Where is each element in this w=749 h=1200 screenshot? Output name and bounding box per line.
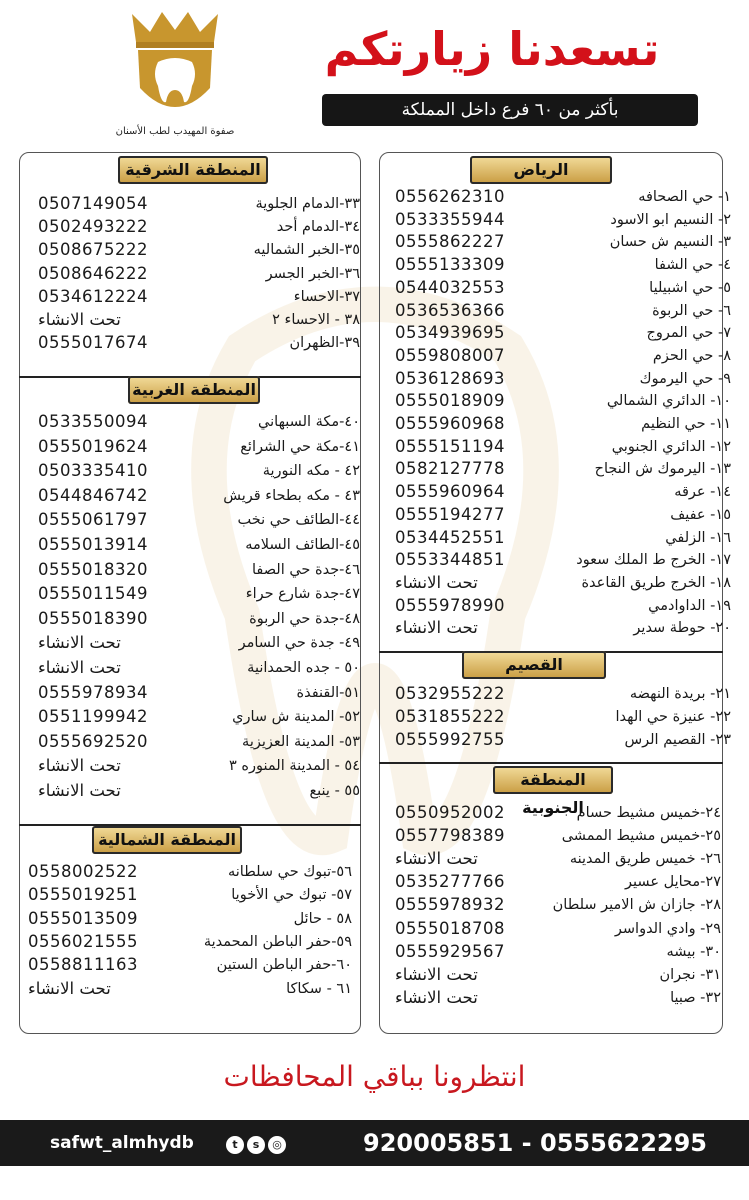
- contact-phones[interactable]: 920005851 - 0555622295: [363, 1129, 707, 1157]
- branch-name: ٣٧-الاحساء: [293, 288, 360, 305]
- section-header-south: المنطقة الجنوبية: [493, 766, 613, 794]
- branch-row: [38, 485, 360, 508]
- branch-phone[interactable]: تحت الانشاء: [38, 781, 121, 800]
- branch-row: [395, 549, 731, 572]
- branch-phone[interactable]: 0550952002: [395, 803, 505, 822]
- branch-name: ٢٣- القصيم الرس: [624, 732, 731, 748]
- branch-name: ١٨- الخرج طريق القاعدة: [581, 574, 731, 591]
- branch-name: ٦١ - سكاكا: [286, 980, 352, 997]
- branch-name: ٤٦-جدة حي الصفا: [251, 561, 360, 578]
- branch-name: ٣٢- صبيا: [670, 989, 721, 1006]
- branch-phone[interactable]: 0555018909: [395, 391, 505, 411]
- branch-phone[interactable]: تحت الانشاء: [395, 964, 478, 984]
- social-icons: [226, 1133, 289, 1154]
- branch-name: ٤٩- جدة حي السامر: [238, 635, 360, 652]
- branch-row: [395, 683, 731, 706]
- branch-row: [28, 978, 352, 1001]
- branch-name: ٥٠ - جده الحمدانية: [247, 660, 360, 676]
- branch-name: ٣- النسيم ش حسان: [609, 234, 731, 251]
- branch-name: ٤٧-جدة شارع حراء: [245, 586, 360, 603]
- branch-row: [395, 918, 721, 941]
- branch-row: [395, 527, 731, 550]
- branch-phone[interactable]: 0555013914: [38, 535, 148, 554]
- branch-row: [395, 322, 731, 345]
- social-handle[interactable]: safwt_almhydb: [50, 1133, 194, 1153]
- section-header-north: المنطقة الشمالية: [92, 826, 242, 854]
- branch-name: ٢١- بريدة النهضه: [629, 686, 731, 702]
- branch-row: [38, 755, 360, 778]
- branch-phone[interactable]: 0544846742: [38, 485, 148, 505]
- branch-name: ٦٠-حفر الباطن الستين: [216, 957, 352, 974]
- branch-row: [38, 682, 360, 705]
- branch-name: ٥٤ - المدينة المنوره ٣: [229, 758, 360, 775]
- branch-name: ١- حي الصحافه: [638, 189, 731, 205]
- branch-row: [28, 954, 352, 977]
- branch-phone[interactable]: 0551199942: [38, 707, 148, 727]
- branch-name: ٢٥-خميس مشيط الممشى: [561, 828, 721, 845]
- branch-phone[interactable]: 0555019251: [28, 885, 138, 905]
- branch-row: [395, 617, 731, 640]
- branch-name: ١٠- الدائري الشمالي: [606, 393, 731, 410]
- branch-row: [28, 884, 352, 907]
- branch-row: [395, 345, 731, 368]
- branch-row: [38, 632, 360, 655]
- branch-row: [395, 964, 721, 987]
- branch-phone[interactable]: 0533550094: [38, 412, 148, 431]
- snapchat-icon[interactable]: s: [247, 1136, 265, 1154]
- branch-row: [38, 436, 360, 459]
- branch-phone[interactable]: 0556021555: [28, 931, 138, 951]
- branch-phone[interactable]: تحت الانشاء: [395, 987, 478, 1007]
- branch-phone[interactable]: 0555692520: [38, 731, 148, 751]
- section-header-east: المنطقة الشرقية: [118, 156, 268, 184]
- branch-name: ٥٥ - ينبع: [309, 783, 360, 799]
- branch-name: ٣٤-الدمام أحد: [276, 219, 360, 236]
- branch-phone[interactable]: تحت الانشاء: [395, 618, 478, 638]
- section-header-riyadh: الرياض: [470, 156, 612, 184]
- branch-name: ٥٢- المدينة ش ساري: [232, 709, 360, 726]
- branch-row: [395, 802, 721, 825]
- branch-row: [395, 987, 721, 1010]
- subline-banner: بأكثر من ٦٠ فرع داخل المملكة: [322, 94, 698, 126]
- branch-name: ٣٠- بيشه: [666, 943, 721, 960]
- branch-name: ٥١-القنفذة: [296, 684, 360, 701]
- branch-phone[interactable]: تحت الانشاء: [38, 310, 121, 329]
- branch-phone[interactable]: 0582127778: [395, 459, 505, 479]
- branch-row: [395, 209, 731, 232]
- branch-name: ٣٥-الخبر الشماليه: [253, 242, 360, 259]
- branch-name: ٤٢ - مكه النورية: [262, 463, 360, 480]
- branch-phone[interactable]: 0555017674: [38, 333, 148, 353]
- branch-phone[interactable]: 0555011549: [38, 584, 148, 604]
- branch-name: ٤٥-الطائف السلامه: [245, 537, 360, 553]
- branch-phone[interactable]: 0555061797: [38, 510, 148, 530]
- branch-row: [38, 411, 360, 434]
- branch-row: [38, 534, 360, 557]
- branch-phone[interactable]: 0536128693: [395, 368, 505, 388]
- branch-name: ٥٧- تبوك حي الأخويا: [231, 887, 352, 904]
- branch-phone[interactable]: 0531855222: [395, 707, 505, 726]
- branch-name: ٢٠- حوطة سدير: [633, 620, 731, 637]
- branch-name: ١٦- الزلفي: [665, 529, 731, 546]
- branch-row: [38, 286, 360, 309]
- branch-row: [395, 504, 731, 527]
- branch-name: ٤٣ - مكه بطحاء قريش: [223, 487, 360, 504]
- branch-row: [395, 186, 731, 209]
- branch-name: ٣٨ - الاحساء ٢: [272, 312, 360, 328]
- branch-row: [38, 731, 360, 754]
- branch-phone[interactable]: 0536536366: [395, 300, 505, 320]
- branch-row: [38, 263, 360, 286]
- contact-bar: [0, 1120, 749, 1166]
- branch-phone[interactable]: 0558002522: [28, 862, 138, 881]
- branch-name: ١٥- عفيف: [670, 506, 731, 523]
- branch-row: [395, 368, 731, 391]
- branch-phone[interactable]: 0555992755: [395, 730, 505, 749]
- branch-phone[interactable]: 0555960964: [395, 482, 505, 502]
- branch-phone[interactable]: 0555018390: [38, 608, 148, 628]
- branch-phone[interactable]: تحت الانشاء: [38, 756, 121, 776]
- logo-text: صفوة المهيدب لطب الأسنان: [115, 126, 235, 137]
- branch-row: [395, 595, 731, 618]
- branch-row: [395, 706, 731, 729]
- branch-phone[interactable]: 0555978932: [395, 895, 505, 915]
- branch-phone[interactable]: 0508675222: [38, 240, 148, 260]
- branch-name: ٨- حي الحزم: [652, 347, 731, 364]
- branch-name: ٢٦- خميس طريق المدينه: [569, 851, 721, 868]
- branch-row: [38, 216, 360, 239]
- branch-row: [395, 413, 731, 436]
- branch-row: [38, 608, 360, 631]
- branch-phone[interactable]: 0555013509: [28, 908, 138, 928]
- section-header-qassim: القصيم: [462, 651, 606, 679]
- branch-phone[interactable]: تحت الانشاء: [395, 572, 478, 592]
- branch-phone[interactable]: 0555960968: [395, 414, 505, 433]
- branch-phone[interactable]: تحت الانشاء: [395, 849, 478, 869]
- branch-phone[interactable]: 0555151194: [395, 436, 505, 456]
- branch-name: ١٣- اليرموك ش النجاح: [594, 461, 731, 478]
- branch-name: ٤٨-جدة حي الربوة: [249, 610, 360, 627]
- branch-name: ٤٠-مكة السبهاني: [258, 414, 360, 430]
- branch-row: [38, 332, 360, 355]
- branch-name: ٣٦-الخبر الجسر: [265, 265, 360, 282]
- branch-row: [38, 309, 360, 332]
- branch-phone[interactable]: 0555019624: [38, 436, 148, 456]
- branch-name: ٢٧-محايل عسير: [625, 874, 721, 891]
- branch-row: [28, 931, 352, 954]
- branch-name: ٥٦-تبوك حي سلطانه: [227, 864, 352, 880]
- branch-name: ٧- حي المروج: [646, 325, 731, 342]
- twitter-icon[interactable]: t: [226, 1136, 244, 1154]
- branch-phone[interactable]: تحت الانشاء: [28, 978, 111, 998]
- branch-name: ١٤- عرقه: [674, 484, 731, 501]
- branch-name: ٤١-مكة حي الشرائع: [240, 438, 360, 455]
- branch-row: [395, 277, 731, 300]
- branch-row: [38, 509, 360, 532]
- branch-phone[interactable]: 0555929567: [395, 941, 505, 961]
- branch-row: [28, 861, 352, 884]
- branch-phone[interactable]: 0555018320: [38, 559, 148, 579]
- branch-name: ٢٤-خميس مشيط حسام: [576, 805, 721, 821]
- branch-row: [395, 572, 731, 595]
- branch-name: ٩- حي اليرموك: [639, 370, 731, 387]
- branch-phone[interactable]: 0555978990: [395, 595, 505, 615]
- branch-row: [395, 254, 731, 277]
- branch-name: ١٢- الدائري الجنوبي: [611, 438, 731, 455]
- branch-row: [395, 825, 721, 848]
- branch-phone[interactable]: 0503335410: [38, 461, 148, 481]
- branch-name: ٥٨ - حائل: [293, 910, 352, 927]
- branch-name: ٦- حي الربوة: [652, 302, 731, 319]
- branch-row: [38, 583, 360, 606]
- branch-phone[interactable]: 0508646222: [38, 263, 148, 283]
- branch-row: [395, 941, 721, 964]
- crown-tooth-icon: [120, 8, 230, 126]
- branch-phone[interactable]: 0555018708: [395, 918, 505, 938]
- branch-row: [395, 481, 731, 504]
- branch-name: ٥٣- المدينة العزيزية: [242, 733, 360, 750]
- branch-row: [38, 706, 360, 729]
- branch-name: ٢٩- وادي الدواسر: [614, 920, 721, 937]
- branch-row: [38, 780, 360, 803]
- branch-name: ١٧- الخرج ط الملك سعود: [576, 552, 731, 569]
- branch-row: [395, 848, 721, 871]
- instagram-icon[interactable]: ◎: [268, 1136, 286, 1154]
- branch-row: [395, 894, 721, 917]
- branch-row: [395, 300, 731, 323]
- branch-row: [38, 657, 360, 680]
- branch-phone[interactable]: 0555978934: [38, 682, 148, 702]
- branch-name: ١٩- الداوادمي: [648, 597, 731, 614]
- branch-phone[interactable]: تحت الانشاء: [38, 633, 121, 653]
- branch-phone[interactable]: 0557798389: [395, 826, 505, 846]
- divider-qassim-south: [379, 762, 723, 764]
- section-header-west: المنطقة الغربية: [128, 376, 260, 404]
- branch-row: [395, 436, 731, 459]
- branch-phone[interactable]: 0555862227: [395, 232, 505, 252]
- branch-row: [395, 231, 731, 254]
- branch-row: [395, 729, 731, 752]
- branch-phone[interactable]: 0555194277: [395, 504, 505, 524]
- branch-name: ٢٨- جازان ش الامير سلطان: [552, 897, 721, 914]
- branch-row: [395, 390, 731, 413]
- branch-phone[interactable]: 0544032553: [395, 277, 505, 297]
- branch-name: ٢- النسيم ابو الاسود: [610, 211, 731, 228]
- branch-phone[interactable]: 0532955222: [395, 684, 505, 703]
- branch-name: ٣١- نجران: [659, 966, 721, 983]
- branch-phone[interactable]: 0534939695: [395, 323, 505, 343]
- branch-name: ٢٢- عنيزة حي الهدا: [615, 709, 731, 725]
- branch-phone[interactable]: 0559808007: [395, 345, 505, 365]
- branch-phone[interactable]: 0533355944: [395, 209, 505, 229]
- branch-phone[interactable]: 0558811163: [28, 955, 138, 975]
- footer-message: انتظرونا بباقي المحافظات: [223, 1060, 526, 1093]
- branch-name: ٣٣-الدمام الجلوية: [255, 196, 360, 212]
- branch-phone[interactable]: 0535277766: [395, 872, 505, 892]
- headline: تسعدنا زيارتكم: [324, 22, 660, 76]
- branch-row: [395, 458, 731, 481]
- branch-phone[interactable]: 0534612224: [38, 286, 148, 306]
- branch-row: [38, 239, 360, 262]
- branch-row: [28, 908, 352, 931]
- branch-phone[interactable]: 0502493222: [38, 217, 148, 237]
- branch-row: [395, 871, 721, 894]
- branch-phone[interactable]: 0507149054: [38, 194, 148, 213]
- branch-name: ٣٩-الظهران: [289, 335, 360, 352]
- branch-phone[interactable]: 0555133309: [395, 255, 505, 275]
- branch-phone[interactable]: 0534452551: [395, 527, 505, 547]
- branch-phone[interactable]: تحت الانشاء: [38, 658, 121, 677]
- branch-row: [38, 460, 360, 483]
- branch-name: ٤- حي الشفا: [654, 257, 731, 274]
- branch-phone[interactable]: 0556262310: [395, 187, 505, 206]
- branch-name: ٥- حي اشبيليا: [649, 279, 731, 296]
- branch-name: ١١- حي النظيم: [641, 416, 731, 432]
- brand-logo: [110, 8, 240, 148]
- branch-phone[interactable]: 0553344851: [395, 550, 505, 570]
- branch-name: ٥٩-حفر الباطن المحمدية: [203, 933, 352, 950]
- branch-row: [38, 193, 360, 216]
- branch-name: ٤٤-الطائف حي نخب: [237, 512, 360, 529]
- branch-row: [38, 559, 360, 582]
